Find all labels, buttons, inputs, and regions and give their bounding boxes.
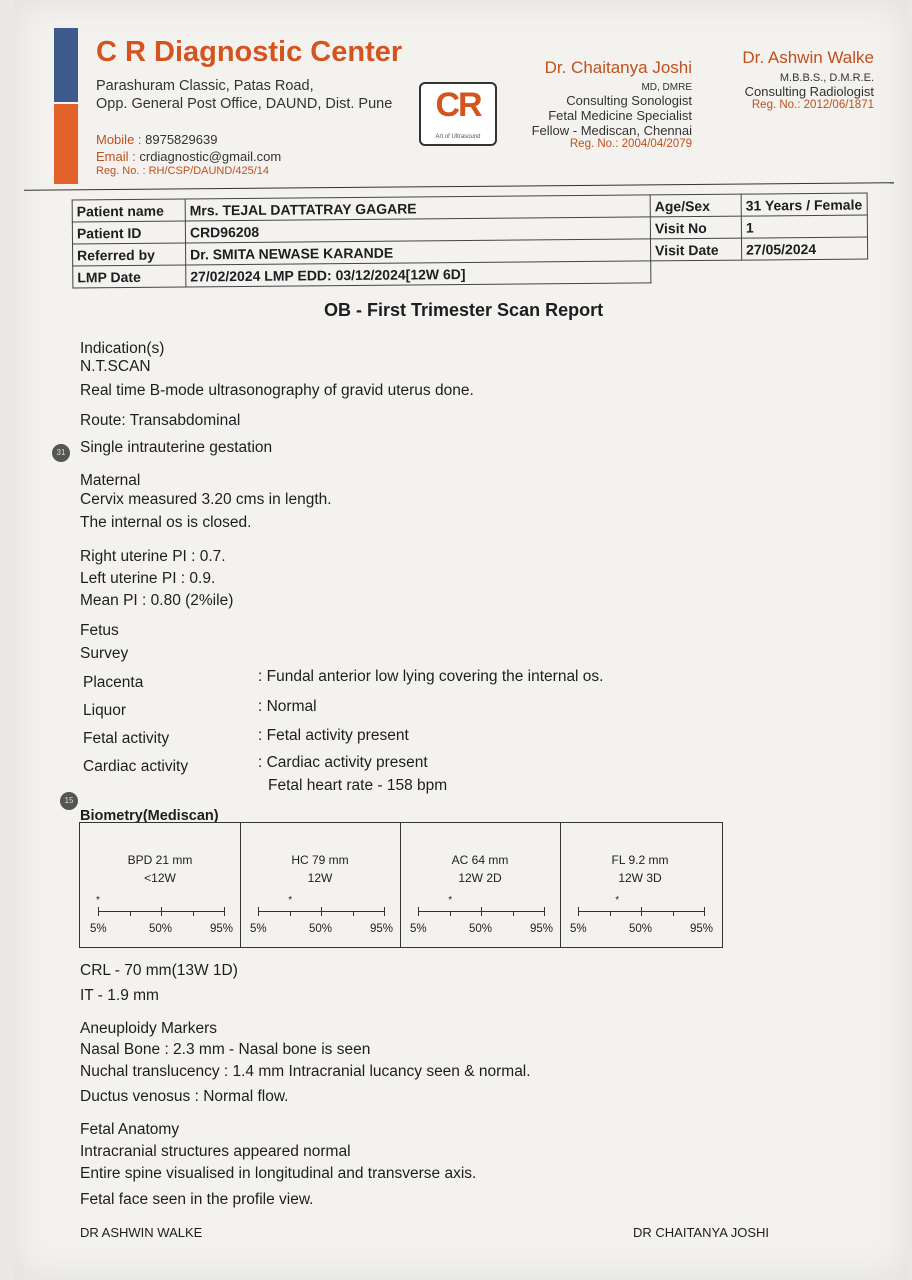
email-value: crdiagnostic@gmail.com	[139, 149, 282, 164]
percentile-label: 50%	[469, 923, 493, 935]
fetal-heart-rate: Fetal heart rate - 158 bpm	[268, 777, 448, 794]
left-pi: Left uterine PI : 0.9.	[80, 570, 216, 587]
percentile-label: 95%	[210, 923, 234, 935]
report-sheet	[14, 0, 908, 1278]
referred-by: Dr. SMITA NEWASE KARANDE	[186, 239, 651, 265]
mobile-value: 8975829639	[145, 132, 218, 147]
percentile-label: 5%	[410, 923, 427, 935]
doctor2-line1: Consulting Radiologist	[744, 84, 874, 99]
clinic-email: Email : crdiagnostic@gmail.com	[96, 149, 282, 164]
biometry-cell-ac	[400, 823, 561, 947]
percentile-label: 95%	[530, 923, 554, 935]
logo-tagline: Art of Ultrasound	[435, 134, 481, 140]
visit-date: 27/05/2024	[741, 237, 867, 260]
doctor1-line3: Fellow - Mediscan, Chennai	[531, 123, 692, 138]
survey-label-liquor: Liquor	[83, 702, 127, 719]
axis-tick	[578, 907, 579, 916]
axis-tick	[704, 907, 705, 916]
axis-tick	[450, 911, 451, 916]
logo-text: CR	[435, 86, 481, 124]
axis-tick	[193, 911, 194, 916]
ductus-line: Ductus venosus : Normal flow.	[80, 1088, 289, 1105]
survey-value-liquor: : Normal	[258, 698, 317, 715]
bmode-line: Real time B-mode ultrasonography of gravid uterus done.	[80, 382, 474, 399]
patient-info-table	[72, 193, 869, 289]
doctor1-degree: MD, DMRE	[641, 82, 692, 93]
percentile-label: 50%	[149, 923, 173, 935]
percentile-label: 50%	[629, 923, 653, 935]
visit-date-label: Visit Date	[650, 238, 741, 261]
age-value: 31 Years / Female	[741, 193, 867, 216]
indication-heading: Indication(s)	[80, 340, 165, 357]
visit-no-label: Visit No	[650, 216, 741, 239]
doctor1-block	[532, 58, 692, 150]
percentile-label: 50%	[309, 923, 333, 935]
doctor1-reg: Reg. No.: 2004/04/2079	[569, 138, 692, 150]
doctor2-name: Dr. Ashwin Walke	[742, 48, 874, 67]
axis-tick	[384, 907, 385, 916]
axis-tick	[673, 911, 674, 916]
axis-tick	[224, 907, 225, 916]
biometry-heading: Biometry(Mediscan)	[80, 808, 219, 824]
axis-tick	[353, 911, 354, 916]
axis-tick	[513, 911, 514, 916]
email-label: Email	[96, 149, 129, 164]
nuchal-line: Nuchal translucency : 1.4 mm Intracranial lucancy seen & normal.	[80, 1063, 531, 1080]
nasal-bone-line: Nasal Bone : 2.3 mm - Nasal bone is seen	[80, 1041, 371, 1058]
survey-label-placenta: Placenta	[83, 674, 144, 691]
survey-heading: Survey	[80, 645, 129, 662]
aneuploidy-heading: Aneuploidy Markers	[80, 1020, 217, 1037]
axis-tick	[321, 907, 322, 916]
signature-left: DR ASHWIN WALKE	[80, 1225, 203, 1240]
patient-name: Mrs. TEJAL DATTATRAY GAGARE	[185, 195, 650, 221]
biometry-name: BPD 21 mm	[127, 853, 193, 867]
percentile-marker: *	[615, 895, 620, 906]
axis-tick	[161, 907, 162, 916]
survey-label-cardiac-activity: Cardiac activity	[83, 758, 189, 775]
survey-label-fetal-activity: Fetal activity	[83, 730, 170, 747]
clinic-mobile: Mobile : 8975829639	[96, 132, 218, 147]
indication-value: N.T.SCAN	[80, 358, 151, 375]
doctor2-reg: Reg. No.: 2012/06/1871	[751, 99, 874, 111]
page-stamp-2: 15	[60, 792, 78, 810]
report-title: OB - First Trimester Scan Report	[324, 300, 604, 320]
doctor2-degree: M.B.B.S., D.M.R.E.	[779, 72, 874, 84]
biometry-ga: 12W 3D	[618, 871, 662, 885]
cervix-line: Cervix measured 3.20 cms in length.	[80, 491, 332, 508]
doctor1-line1: Consulting Sonologist	[566, 93, 692, 108]
percentile-marker: *	[448, 895, 453, 906]
axis-tick	[610, 911, 611, 916]
doctor1-name: Dr. Chaitanya Joshi	[544, 58, 692, 77]
right-pi: Right uterine PI : 0.7.	[80, 548, 226, 565]
crl-line: CRL - 70 mm(13W 1D)	[80, 962, 238, 979]
biometry-cell-bpd	[80, 823, 241, 947]
biometry-cell-fl	[560, 823, 720, 947]
clinic-name: C R Diagnostic Center	[96, 36, 403, 68]
percentile-marker: *	[288, 895, 293, 906]
axis-tick	[130, 911, 131, 916]
biometry-name: AC 64 mm	[451, 853, 509, 867]
clinic-address-line1: Parashuram Classic, Patas Road,	[96, 78, 314, 94]
biometry-chart	[79, 822, 723, 948]
clinic-logo	[419, 82, 497, 146]
doctor2-block	[742, 48, 874, 111]
anatomy-line3: Fetal face seen in the profile view.	[80, 1191, 314, 1208]
lmp-value: 27/02/2024 LMP EDD: 03/12/2024[12W 6D]	[186, 261, 651, 287]
patient-name-label: Patient name	[72, 199, 185, 222]
axis-tick	[544, 907, 545, 916]
axis-tick	[481, 907, 482, 916]
maternal-heading: Maternal	[80, 472, 141, 489]
survey-value-cardiac-activity: : Cardiac activity present	[258, 754, 428, 771]
biometry-name: HC 79 mm	[291, 853, 349, 867]
axis-tick	[258, 907, 259, 916]
os-line: The internal os is closed.	[80, 514, 252, 531]
reg-value: RH/CSP/DAUND/425/14	[148, 165, 270, 177]
lmp-label: LMP Date	[73, 265, 186, 288]
axis-tick	[641, 907, 642, 916]
age-label: Age/Sex	[650, 194, 741, 217]
page-stamp: 31	[52, 444, 70, 462]
signature-right: DR CHAITANYA JOSHI	[633, 1225, 770, 1240]
biometry-ga: 12W	[307, 871, 333, 885]
it-line: IT - 1.9 mm	[80, 987, 159, 1004]
referred-by-label: Referred by	[73, 243, 186, 266]
percentile-label: 5%	[250, 923, 267, 935]
clinic-reg: Reg. No. : RH/CSP/DAUND/425/14	[96, 165, 270, 177]
percentile-marker: *	[96, 895, 100, 906]
anatomy-heading: Fetal Anatomy	[80, 1121, 180, 1138]
anatomy-line1: Intracranial structures appeared normal	[80, 1143, 351, 1160]
axis-tick	[290, 911, 291, 916]
mobile-label: Mobile	[96, 132, 135, 147]
doctor1-line2: Fetal Medicine Specialist	[548, 108, 692, 123]
biometry-name: FL 9.2 mm	[611, 853, 669, 867]
mean-pi: Mean PI : 0.80 (2%ile)	[80, 592, 234, 609]
anatomy-line2: Entire spine visualised in longitudinal and transverse axis.	[80, 1165, 477, 1182]
percentile-label: 5%	[90, 923, 107, 935]
patient-id-label: Patient ID	[72, 221, 185, 244]
route-line: Route: Transabdominal	[80, 412, 241, 429]
clinic-address-line2: Opp. General Post Office, DAUND, Dist. Pune	[96, 96, 393, 112]
biometry-ga: 12W 2D	[458, 871, 502, 885]
axis-tick	[98, 907, 99, 916]
percentile-label: 5%	[570, 923, 587, 935]
percentile-label: 95%	[370, 923, 394, 935]
patient-id: CRD96208	[185, 217, 650, 243]
biometry-cell-hc	[240, 823, 401, 947]
fetus-heading: Fetus	[80, 622, 119, 639]
survey-value-fetal-activity: : Fetal activity present	[258, 727, 409, 744]
brand-bar-orange	[54, 104, 78, 184]
percentile-label: 95%	[690, 923, 714, 935]
survey-value-placenta: : Fundal anterior low lying covering the internal os.	[258, 668, 604, 685]
gestation-line: Single intrauterine gestation	[80, 439, 273, 456]
biometry-ga: <12W	[144, 871, 176, 885]
axis-tick	[418, 907, 419, 916]
reg-label: Reg. No.	[96, 165, 140, 177]
visit-no: 1	[741, 215, 867, 238]
brand-bar-blue	[54, 28, 78, 102]
